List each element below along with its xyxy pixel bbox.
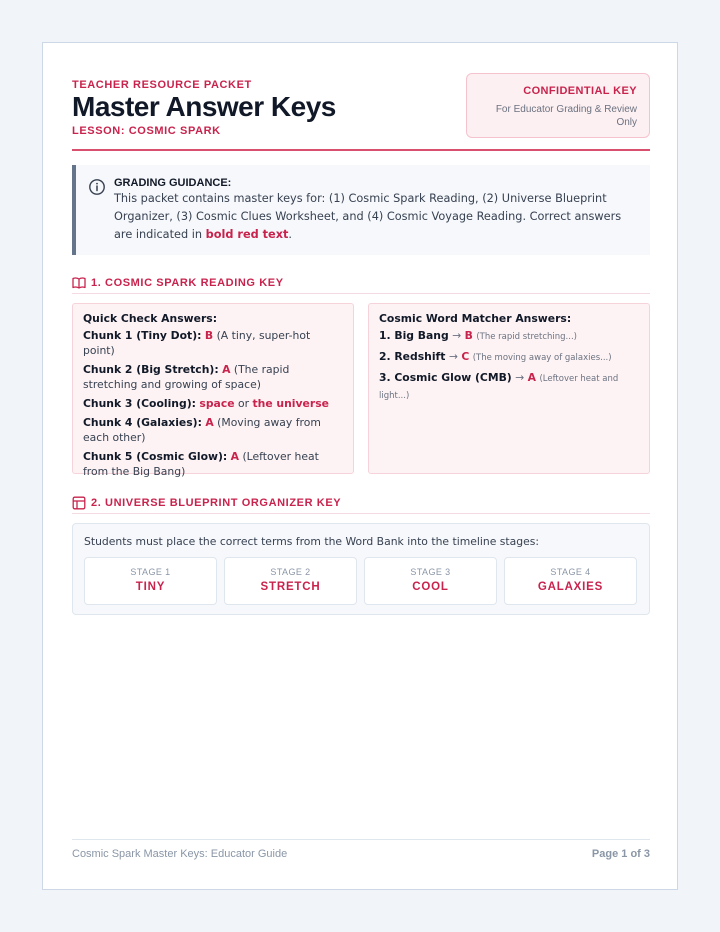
list-item: Chunk 1 (Tiny Dot): B (A tiny, super-hot point) — [83, 329, 311, 357]
stage-value: STRETCH — [260, 581, 321, 593]
list-item: 2. Redshift → C (The moving away of galaxies...) — [379, 350, 612, 363]
stage-label: STAGE 2 — [270, 567, 311, 577]
list-item: Chunk 4 (Galaxies): A (Moving away from each other) — [83, 416, 321, 444]
stage-value: TINY — [135, 581, 166, 593]
stage-value: GALAXIES — [537, 581, 604, 593]
guidance-highlight: bold red text — [205, 228, 289, 241]
stage-value: COOL — [412, 581, 449, 593]
header-divider — [72, 149, 650, 151]
packet-eyebrow: TEACHER RESOURCE PACKET — [72, 79, 252, 91]
blueprint-intro: Students must place the correct terms from the Word Bank into the timeline stages: — [84, 535, 540, 548]
section-1-header — [72, 276, 650, 294]
info-circle-icon — [88, 178, 106, 196]
page-number: Page 1 of 3 — [591, 848, 650, 860]
word-matcher-title: Cosmic Word Matcher Answers: — [379, 312, 572, 325]
layout-grid-icon — [72, 496, 86, 510]
page-header — [72, 73, 650, 151]
list-item: Chunk 2 (Big Stretch): A (The rapid stretching and growing of space) — [83, 363, 290, 391]
confidential-subtitle: For Educator Grading & Review Only — [495, 104, 637, 128]
confidential-title: CONFIDENTIAL KEY — [523, 85, 637, 97]
document-page — [42, 42, 678, 890]
stage-label: STAGE 3 — [410, 567, 451, 577]
guidance-text — [114, 190, 638, 244]
guidance-title: GRADING GUIDANCE: — [114, 177, 232, 189]
list-item: 3. Cosmic Glow (CMB) → A (Leftover heat and light...) — [379, 371, 619, 401]
stage-card-4 — [504, 557, 637, 605]
list-item: 1. Big Bang → B (The rapid stretching...) — [379, 329, 577, 342]
blueprint-box — [72, 523, 650, 615]
lesson-label: LESSON: COSMIC SPARK — [72, 125, 221, 137]
guidance-text-after: . — [288, 228, 292, 241]
section-1-title: 1. COSMIC SPARK READING KEY — [91, 277, 284, 289]
stage-label: STAGE 4 — [550, 567, 591, 577]
list-item: Chunk 3 (Cooling): space or the universe — [83, 397, 329, 410]
list-item: Chunk 5 (Cosmic Glow): A (Leftover heat from the Big Bang) — [83, 450, 319, 478]
stage-label: STAGE 1 — [130, 567, 171, 577]
footer-title: Cosmic Spark Master Keys: Educator Guide — [72, 848, 288, 860]
page-title: Master Answer Keys — [72, 91, 336, 122]
page-footer — [72, 839, 650, 859]
grading-guidance-box — [72, 165, 650, 255]
stage-card-3 — [364, 557, 497, 605]
quick-check-title: Quick Check Answers: — [83, 312, 218, 325]
confidential-badge — [466, 73, 650, 138]
word-matcher-card — [368, 303, 650, 474]
open-book-icon — [72, 276, 86, 290]
quick-check-card — [72, 303, 354, 478]
section-2-title: 2. UNIVERSE BLUEPRINT ORGANIZER KEY — [91, 497, 342, 509]
guidance-text-before: This packet contains master keys for: (1) Cosmic Spark Reading, (2) Universe Blueprint Organizer, (3) Cosmic Clues Worksheet, and (4) Cosmic Voyage Reading. Correct answers are indicated in — [114, 192, 622, 241]
stage-card-2 — [224, 557, 357, 605]
section-2-header — [72, 496, 650, 514]
stage-card-1 — [84, 557, 217, 605]
